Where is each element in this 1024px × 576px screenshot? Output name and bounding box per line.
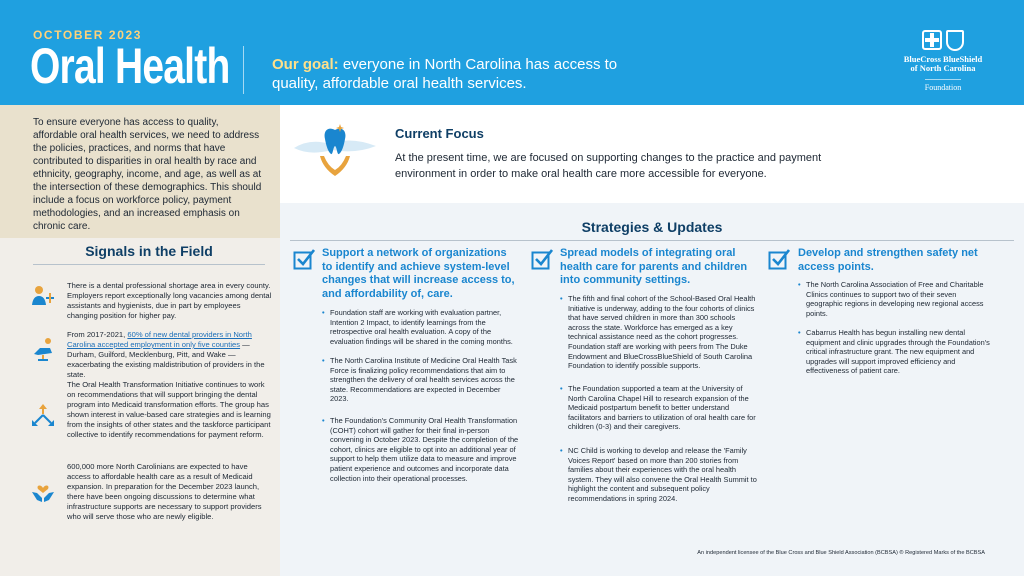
hands-heart-icon: [30, 478, 56, 504]
strategy-3-bullet-1: • The North Carolina Association of Free and Charitable Clinics continues to support two of their seven geographic regions in developing new regional access points.: [798, 280, 993, 318]
checkbox-check-icon: [768, 248, 790, 270]
tooth-in-hands-icon: [290, 120, 380, 182]
signal-item-3: The Oral Health Transformation Initiative continues to work on recommendations that will support bringing the dental program into Medicaid transformation efforts. The group has shown interest in value-based care strategies and is learning from the insights of other states and the taskforce participant collective to identify recommendations for payment reform.: [67, 380, 271, 439]
strategy-2-bullet-1: • The fifth and final cohort of the School-Based Oral Health Initiative is underway, adding to the four cohorts of clinics that have served children in more than 300 schools across the state. Workforce has emerged as a key technical assistance need as the cohort progresses. Foundation staff are working with peers from The Duke Endowment and BlueCrossBlueShield of South Carolina Foundation to identify possible supports.: [560, 294, 758, 371]
strategy-2-bullet-3: • NC Child is working to develop and release the 'Family Voices Report' based on more than 200 stories from families about their experiences with the oral health system. They will also convene the Oral Health Summit to highlight the content and subsequent policy recommendations in spring 2024.: [560, 446, 758, 504]
header-divider: [243, 46, 244, 94]
dental-chair-icon: [30, 336, 56, 362]
signal-2-link[interactable]: 60% of new dental providers in North Carolina accepted employment in only five counties: [67, 330, 252, 349]
report-date: OCTOBER 2023: [33, 28, 143, 42]
signal-2-prefix: From 2017-2021,: [67, 330, 128, 339]
signal-2-suffix: — Durham, Guilford, Mecklenburg, Pitt, and Wake — exacerbating the existing maldistribution of providers in the state.: [67, 340, 265, 379]
signals-title: Signals in the Field: [85, 243, 213, 259]
signal-item-1: There is a dental professional shortage area in every county. Employers report exceptionally long vacancies among dental assistants and hygienists, due in part by employees changing position for higher pay.: [67, 281, 272, 320]
cross-icon: [922, 30, 942, 50]
strategy-2-heading: Spread models of integrating oral health care for parents and children into community settings.: [560, 247, 748, 286]
current-focus-title: Current Focus: [395, 126, 484, 141]
network-arrows-icon: [30, 402, 56, 428]
signal-item-2: [67, 330, 272, 380]
shield-icon: [946, 30, 964, 51]
dental-worker-icon: [30, 283, 56, 309]
strategy-3-heading: Develop and strengthen safety net access points.: [798, 247, 978, 273]
checkbox-check-icon: [293, 248, 315, 270]
checkbox-check-icon: [531, 248, 553, 270]
strategy-2-bullet-2: • The Foundation supported a team at the University of North Carolina Chapel Hill to research expansion of the Medicaid postpartum benefit to better understand facilitators and barriers to utilization of oral health care for children (0-3) and their caregivers.: [560, 384, 758, 432]
divider: [290, 240, 1014, 241]
footer-disclaimer: An independent licensee of the Blue Cross and Blue Shield Association (BCBSA) ® Registered Marks of the BCBSA: [697, 550, 985, 556]
strategy-3-bullet-2: • Cabarrus Health has begun installing new dental equipment and clinic upgrades through the Foundation's critical infrastructure grant. The new equipment and upgrades will support improved efficiency and effectiveness of patient care.: [798, 328, 993, 376]
page-title: Oral Health: [30, 38, 230, 94]
divider: [33, 264, 265, 265]
intro-text: To ensure everyone has access to quality, affordable oral health services, we need to address the policies, practices, and norms that have contributed to disparities in oral health by race and ethnicity, geography, income, and age, as well as at the intersection of these demographics. This should include a focus on workforce policy, payment methodologies, and an increased emphasis on chronic care.: [33, 117, 262, 232]
logo-foundation: Foundation: [925, 79, 961, 92]
logo-name-line2: of North Carolina: [910, 63, 976, 73]
strategy-1-bullet-1: • Foundation staff are working with evaluation partner, Intention 2 Impact, to identify learnings from the retrospective oral health evaluation. A copy of the evaluation findings will be shared in the coming months.: [322, 308, 520, 346]
goal-statement: [272, 55, 652, 93]
current-focus-text: At the present time, we are focused on supporting changes to the practice and payment environment in order to make oral health care more accessible for everyone.: [395, 152, 822, 180]
goal-label: Our goal:: [272, 56, 339, 73]
strategy-1-bullet-2: • The North Carolina Institute of Medicine Oral Health Task Force is finalizing policy recommendations that aim to strengthen the delivery of oral health services across the state. Recommendations are expected in December 2023.: [322, 356, 520, 404]
strategy-1-heading: Support a network of organizations to identify and achieve system-level changes that will increase access to, and affordability of, care.: [322, 247, 515, 300]
signal-item-4: 600,000 more North Carolinians are expected to have access to affordable health care as a result of Medicaid expansion. In preparation for the December 2023 launch, there have been ongoing discussions to determine what infrastructure supports are necessary to support providers who will serve those who are newly eligible.: [67, 462, 262, 521]
goal-text: everyone in North Carolina has access to quality, affordable oral health services.: [272, 56, 618, 92]
logo-name-line1: BlueCross BlueShield: [903, 54, 983, 64]
brand-logo: [893, 30, 993, 95]
strategies-title: Strategies & Updates: [581, 219, 723, 235]
strategy-1-bullet-3: • The Foundation's Community Oral Health Transformation (COHT) cohort will gather for their final in-person convening in October 2023. Despite the completion of the cohort, clinics are eligible to opt into an additional year of support to help them utilize data to measure and improve patient experience and outcomes and incorporate data collection into their operational processes.: [322, 416, 520, 483]
